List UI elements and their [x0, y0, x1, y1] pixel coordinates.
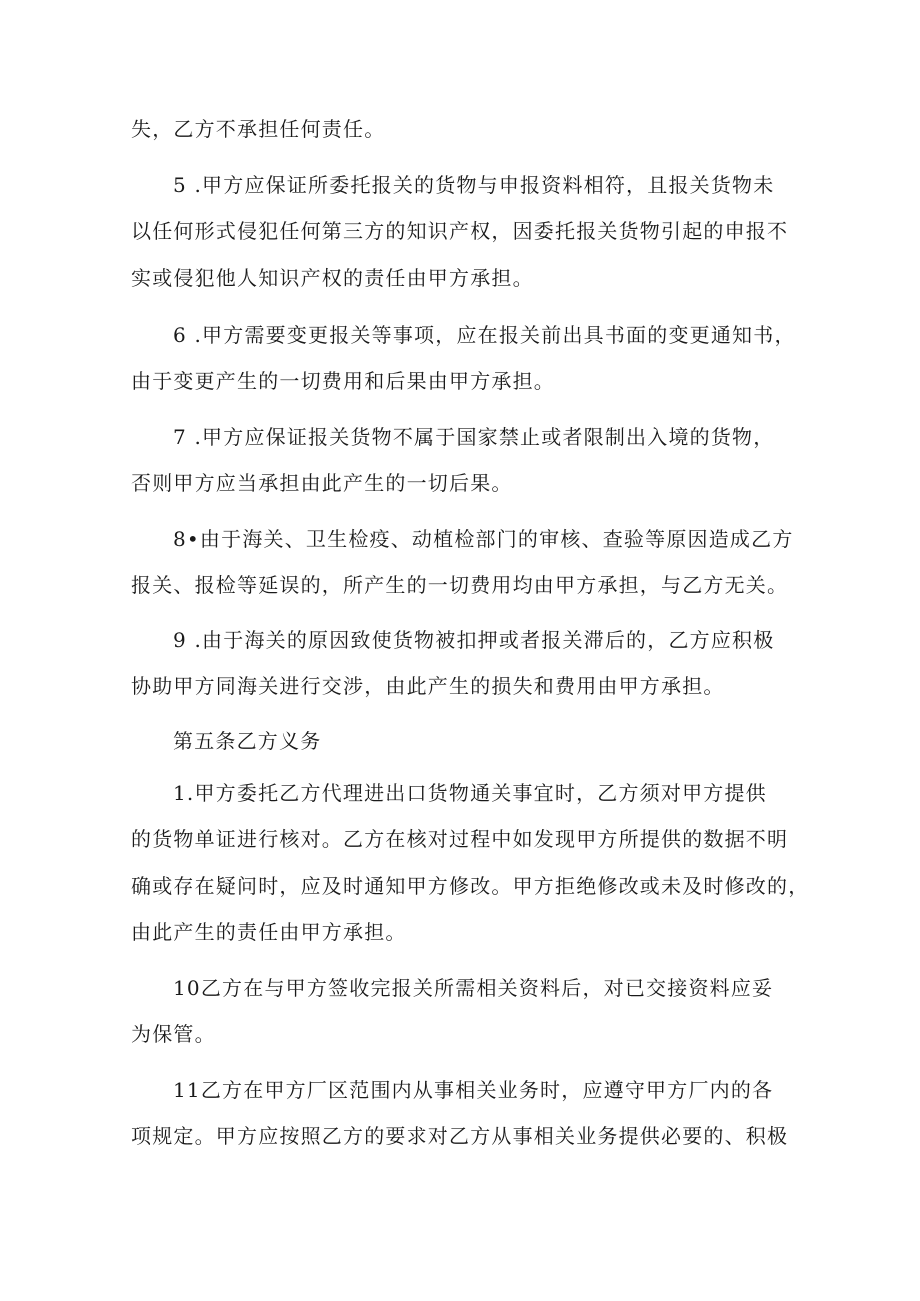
text-line: 失，乙方不承担任何责任。: [131, 117, 386, 141]
text-line: 实或侵犯他人知识产权的责任由甲方承担。: [131, 266, 534, 290]
text-line: 项规定。甲方应按照乙方的要求对乙方从事相关业务提供必要的、积极: [131, 1124, 789, 1148]
text-line: 5 .甲方应保证所委托报关的货物与申报资料相符，且报关货物未: [173, 173, 775, 197]
text-line: 11乙方在甲方厂区范围内从事相关业务时，应遵守甲方厂内的各: [173, 1078, 774, 1102]
text-line: 6 .甲方需要变更报关等事项，应在报关前出具书面的变更通知书，: [173, 323, 796, 347]
text-line: 为保管。: [131, 1022, 216, 1046]
text-line: 10乙方在与甲方签收完报关所需相关资料后，对已交接资料应妥: [173, 976, 774, 1000]
text-line: 由于变更产生的一切费用和后果由甲方承担。: [131, 369, 555, 393]
text-line: 1.甲方委托乙方代理进出口货物通关事宜时，乙方须对甲方提供: [173, 781, 767, 805]
text-line: 8•由于海关、卫生检疫、动植检部门的审核、查验等原因造成乙方: [173, 527, 794, 551]
section-heading: 第五条乙方义务: [173, 729, 322, 753]
text-line: 报关、报检等延误的，所产生的一切费用均由甲方承担，与乙方无关。: [131, 573, 789, 597]
text-line: 确或存在疑问时，应及时通知甲方修改。甲方拒绝修改或未及时修改的，: [131, 874, 810, 898]
text-line: 7 .甲方应保证报关货物不属于国家禁止或者限制出入境的货物，: [173, 425, 775, 449]
text-line: 协助甲方同海关进行交涉，由此产生的损失和费用由甲方承担。: [131, 674, 725, 698]
text-line: 9 .由于海关的原因致使货物被扣押或者报关滞后的，乙方应积极: [173, 628, 775, 652]
text-line: 以任何形式侵犯任何第三方的知识产权，因委托报关货物引起的申报不: [131, 219, 789, 243]
text-line: 由此产生的责任由甲方承担。: [131, 920, 407, 944]
text-line: 的货物单证进行核对。乙方在核对过程中如发现甲方所提供的数据不明: [131, 827, 789, 851]
text-line: 否则甲方应当承担由此产生的一切后果。: [131, 471, 513, 495]
